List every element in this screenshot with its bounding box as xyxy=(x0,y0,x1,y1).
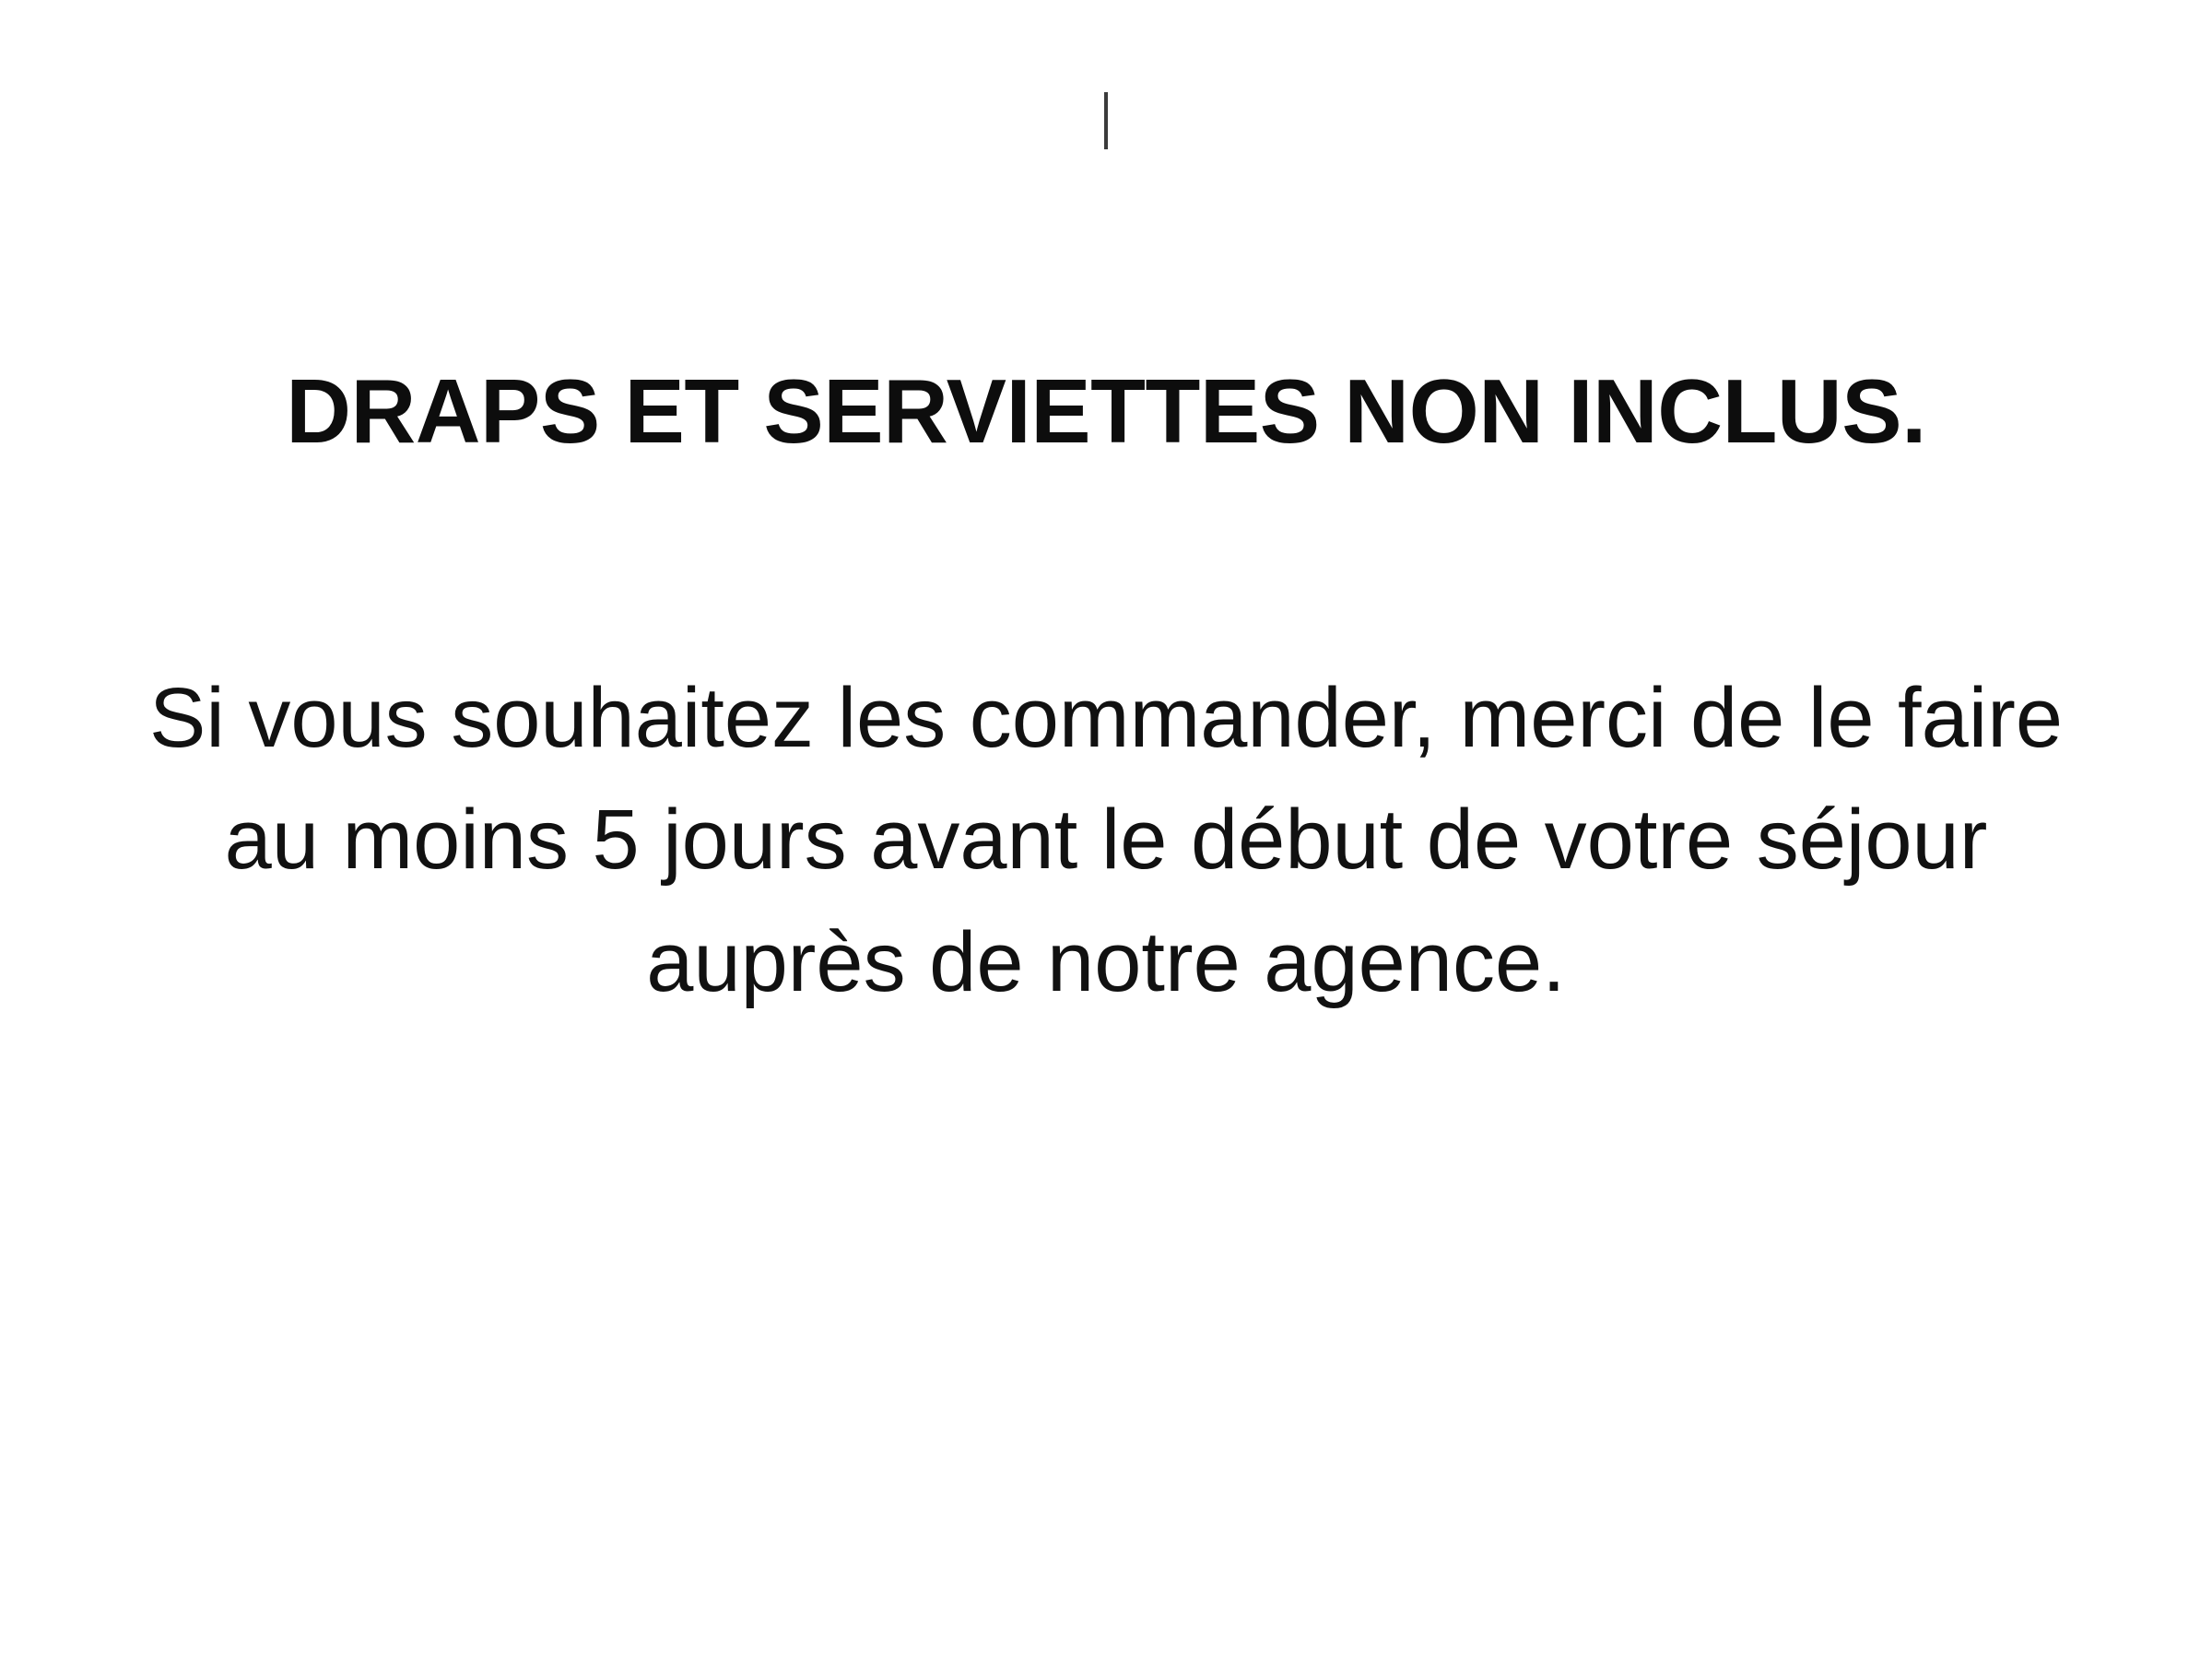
paragraph-spacer xyxy=(83,519,2129,657)
slide-headline: DRAPS ET SERVIETTES NON INCLUS. xyxy=(286,360,1926,462)
slide-paragraph: Si vous souhaitez les commander, merci de le faire au moins 5 jours avant le début de votre séjour auprès de notre agence. xyxy=(148,670,2064,1009)
slide-text-block xyxy=(83,359,2129,1023)
text-cursor-mark xyxy=(1104,92,1108,149)
